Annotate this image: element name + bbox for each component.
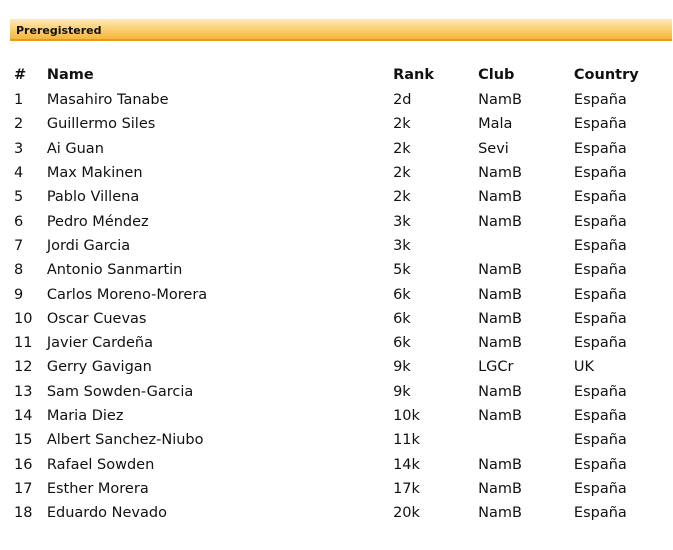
- cell-club: NamB: [478, 480, 522, 497]
- column-header-club: Club: [478, 67, 515, 83]
- cell-name: Gerry Gavigan: [46, 359, 152, 376]
- cell-country: España: [573, 92, 627, 109]
- cell-name: Sam Sowden-Garcia: [46, 383, 194, 400]
- cell-rank: 2k: [393, 140, 411, 157]
- cell-name: Antonio Sanmartin: [46, 262, 183, 279]
- cell-rank: 10k: [393, 408, 420, 424]
- table-row: [6, 428, 673, 452]
- cell-club: Mala: [478, 116, 513, 133]
- cell-country: UK: [573, 359, 595, 376]
- column-header-number: #: [14, 67, 27, 83]
- cell-rank: 6k: [393, 286, 411, 303]
- cell-country: España: [573, 116, 627, 133]
- cell-number: 4: [14, 165, 24, 182]
- cell-name: Rafael Sowden: [46, 456, 155, 473]
- cell-name: Maria Diez: [46, 408, 124, 424]
- cell-country: España: [573, 408, 627, 424]
- table-row: [6, 452, 673, 476]
- cell-club: NamB: [478, 189, 522, 206]
- table-row: [6, 161, 673, 185]
- cell-club: NamB: [478, 262, 522, 279]
- cell-club: NamB: [478, 408, 522, 424]
- cell-club: LGCr: [478, 359, 514, 376]
- table-row: [6, 112, 673, 136]
- cell-name: Eduardo Nevado: [46, 505, 167, 522]
- column-header-rank: Rank: [393, 67, 434, 83]
- cell-rank: 17k: [393, 480, 420, 497]
- table-row: [6, 404, 673, 428]
- cell-number: 14: [14, 408, 33, 424]
- cell-club: NamB: [478, 92, 522, 109]
- cell-club: NamB: [478, 383, 522, 400]
- cell-rank: 14k: [393, 456, 420, 473]
- cell-rank: 2k: [393, 116, 411, 133]
- cell-rank: 11k: [393, 432, 420, 449]
- cell-name: Pablo Villena: [46, 189, 140, 206]
- column-header-country: Country: [573, 67, 639, 83]
- section-title: Preregistered: [16, 24, 102, 37]
- cell-club: NamB: [478, 213, 522, 230]
- table-header-row: [6, 62, 673, 88]
- cell-rank: 3k: [393, 237, 411, 254]
- cell-rank: 2k: [393, 165, 411, 182]
- cell-number: 10: [14, 310, 33, 327]
- cell-number: 1: [14, 92, 24, 109]
- cell-country: España: [573, 505, 627, 522]
- cell-country: España: [573, 140, 627, 157]
- cell-name: Guillermo Siles: [46, 116, 156, 133]
- cell-number: 13: [14, 383, 33, 400]
- cell-country: España: [573, 480, 627, 497]
- column-header-name: Name: [46, 67, 94, 83]
- cell-number: 15: [14, 432, 33, 449]
- cell-rank: 9k: [393, 383, 411, 400]
- cell-rank: 6k: [393, 335, 411, 352]
- cell-name: Javier Cardeña: [46, 335, 154, 352]
- cell-club: NamB: [478, 286, 522, 303]
- cell-rank: 5k: [393, 262, 411, 279]
- cell-country: España: [573, 189, 627, 206]
- cell-country: España: [573, 310, 627, 327]
- section-header-bar: [10, 19, 672, 41]
- cell-rank: 20k: [393, 505, 420, 522]
- cell-name: Carlos Moreno-Morera: [46, 286, 208, 303]
- cell-country: España: [573, 383, 627, 400]
- cell-club: NamB: [478, 505, 522, 522]
- cell-name: Esther Morera: [46, 480, 149, 497]
- cell-rank: 9k: [393, 359, 411, 376]
- cell-number: 9: [14, 286, 24, 303]
- cell-country: España: [573, 165, 627, 182]
- cell-rank: 6k: [393, 310, 411, 327]
- cell-club: NamB: [478, 335, 522, 352]
- table-row: [6, 380, 673, 404]
- cell-club: NamB: [478, 310, 522, 327]
- table-row: [6, 331, 673, 355]
- cell-rank: 3k: [393, 213, 411, 230]
- cell-name: Max Makinen: [46, 165, 143, 182]
- table-row: [6, 501, 673, 525]
- cell-number: 3: [14, 140, 24, 157]
- cell-name: Oscar Cuevas: [46, 310, 147, 327]
- cell-name: Ai Guan: [46, 140, 104, 157]
- cell-number: 6: [14, 213, 24, 230]
- cell-number: 17: [14, 480, 33, 497]
- cell-name: Masahiro Tanabe: [46, 92, 169, 109]
- cell-club: NamB: [478, 165, 522, 182]
- cell-rank: 2k: [393, 189, 411, 206]
- cell-country: España: [573, 456, 627, 473]
- cell-name: Pedro Méndez: [46, 213, 149, 230]
- table-row: [6, 88, 673, 112]
- cell-country: España: [573, 286, 627, 303]
- cell-number: 16: [14, 456, 33, 473]
- cell-number: 2: [14, 116, 24, 133]
- cell-country: España: [573, 262, 627, 279]
- cell-number: 18: [14, 505, 33, 522]
- cell-number: 8: [14, 262, 24, 279]
- table-row: [6, 137, 673, 161]
- table-row: [6, 209, 673, 233]
- cell-name: Albert Sanchez-Niubo: [46, 432, 204, 449]
- cell-club: [470, 428, 566, 452]
- cell-number: 5: [14, 189, 24, 206]
- cell-country: España: [573, 335, 627, 352]
- table-row: [6, 258, 673, 282]
- table-row: [6, 355, 673, 379]
- table-row: [6, 282, 673, 306]
- cell-country: España: [573, 432, 627, 449]
- cell-name: Jordi Garcia: [46, 237, 131, 254]
- cell-country: España: [573, 237, 627, 254]
- table-row: [6, 234, 673, 258]
- cell-rank: 2d: [393, 92, 412, 109]
- table-row: [6, 307, 673, 331]
- cell-number: 12: [14, 359, 33, 376]
- cell-club: [470, 234, 566, 258]
- cell-country: España: [573, 213, 627, 230]
- cell-club: Sevi: [478, 140, 509, 157]
- cell-number: 11: [14, 335, 33, 352]
- table-body: [6, 88, 673, 525]
- cell-number: 7: [14, 237, 24, 254]
- cell-club: NamB: [478, 456, 522, 473]
- players-table: [6, 62, 673, 525]
- table-row: [6, 477, 673, 501]
- table-row: [6, 185, 673, 209]
